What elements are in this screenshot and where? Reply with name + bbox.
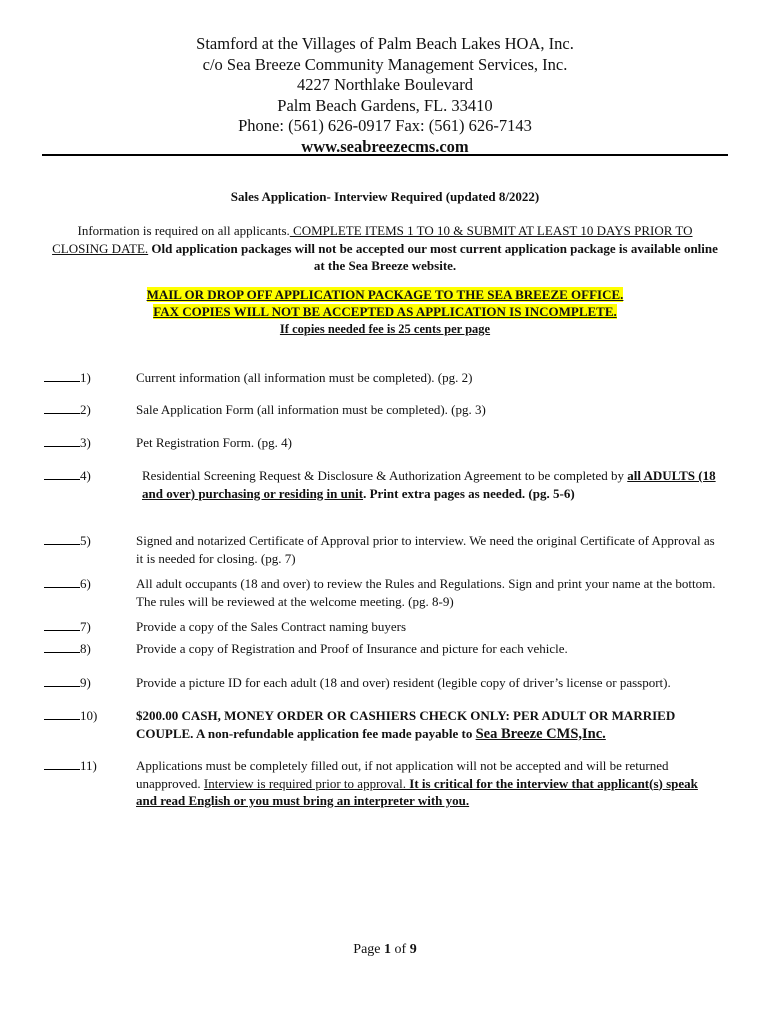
checkbox-line[interactable] (44, 674, 80, 687)
checkbox-line[interactable] (44, 532, 80, 545)
item-number: 11) (80, 758, 97, 773)
checkbox-line[interactable] (44, 434, 80, 447)
item-text (136, 707, 716, 743)
item-number: 1) (80, 370, 91, 385)
item-number: 9) (80, 675, 91, 690)
item-number: 2) (80, 402, 91, 417)
item-number: 4) (80, 468, 91, 483)
item-text: Sale Application Form (all information must be completed). (pg. 3) (136, 402, 486, 417)
item-number: 10) (80, 708, 98, 723)
item-text: Current information (all information must be completed). (pg. 2) (136, 370, 473, 385)
page-footer (0, 942, 770, 958)
checkbox-line[interactable] (44, 369, 80, 382)
checkbox-line[interactable] (44, 467, 80, 480)
item-text: Provide a picture ID for each adult (18 and over) resident (legible copy of driver’s license or passport). (136, 675, 671, 690)
item-text-part: Residential Screening Request & Disclosure & Authorization Agreement to be completed by (142, 468, 628, 483)
item-text-emphasis: all ADULTS (18 and over) purchasing or residing in unit (142, 468, 716, 501)
document-title: Sales Application- Interview Required (updated 8/2022) (230, 189, 540, 204)
intro-bold: Old application packages will not be accepted our most current application package is available online at the Sea Breeze website. (148, 240, 718, 273)
phone-fax: Phone: (561) 626-0917 Fax: (561) 626-7143 (238, 116, 532, 135)
city-state-zip: Palm Beach Gardens, FL. 33410 (277, 95, 493, 115)
item-number: 3) (80, 435, 91, 450)
current-page: 1 (384, 942, 392, 957)
item-text (142, 467, 722, 502)
checkbox-line[interactable] (44, 707, 80, 720)
letterhead (0, 34, 770, 157)
total-pages: 9 (409, 942, 417, 957)
item-text-bold: . Print extra pages as needed. (pg. 5-6) (363, 485, 575, 501)
item-text: Provide a copy of the Sales Contract naming buyers (136, 619, 407, 634)
interview-requirement: Interview is required prior to approval. (203, 775, 407, 791)
item-text: Provide a copy of Registration and Proof of Insurance and picture for each vehicle. (136, 641, 568, 656)
copy-fee-note: If copies needed fee is 25 cents per page (279, 322, 491, 336)
intro-text: Information is required on all applicants. (77, 223, 290, 238)
item-number: 6) (80, 576, 91, 591)
item-text: Pet Registration Form. (pg. 4) (136, 435, 292, 450)
street-address: 4227 Northlake Boulevard (297, 75, 473, 94)
item-text (136, 757, 716, 810)
management-company: c/o Sea Breeze Community Management Services, Inc. (202, 54, 568, 74)
item-text: Signed and notarized Certificate of Approval prior to interview. We need the original Certificate of Approval as it is needed for closing. (pg. 7) (136, 533, 715, 566)
item-number: 5) (80, 533, 91, 548)
page-label: Page (353, 942, 385, 957)
mail-notice-line2: FAX COPIES WILL NOT BE ACCEPTED AS APPLICATION IS INCOMPLETE. (153, 304, 617, 319)
mail-notice (0, 286, 770, 338)
item-number: 7) (80, 619, 91, 634)
checkbox-line[interactable] (44, 618, 80, 631)
payee-name: Sea Breeze CMS,Inc. (475, 725, 606, 742)
language-requirement: It is critical for the interview that applicant(s) speak and read English or you must bring an interpreter with you. (136, 775, 698, 808)
item-text: All adult occupants (18 and over) to review the Rules and Regulations. Sign and print your name at the bottom. The rules will be reviewed at the welcome meeting. (pg. 8-9) (136, 576, 716, 609)
item-text-part: Applications must be completely filled out, if not application will not be accepted and will be returned unapproved. (136, 758, 669, 791)
checkbox-line[interactable] (44, 401, 80, 414)
header-divider (42, 154, 728, 156)
checkbox-line[interactable] (44, 640, 80, 653)
hoa-name: Stamford at the Villages of Palm Beach Lakes HOA, Inc. (196, 34, 574, 53)
page-of-label: of (391, 942, 410, 957)
intro-paragraph (48, 222, 722, 275)
checkbox-line[interactable] (44, 575, 80, 588)
checkbox-line[interactable] (44, 757, 80, 770)
intro-underlined: COMPLETE ITEMS 1 TO 10 & SUBMIT AT LEAST 10 DAYS PRIOR TO CLOSING DATE. (52, 223, 693, 256)
website-link[interactable]: www.seabreezecms.com (301, 136, 469, 156)
item-number: 8) (80, 641, 91, 656)
item-text-bold: $200.00 CASH, MONEY ORDER OR CASHIERS CHECK ONLY: PER ADULT OR MARRIED COUPLE. A non-refundable application fee made payable to (136, 708, 676, 741)
mail-notice-line1: MAIL OR DROP OFF APPLICATION PACKAGE TO THE SEA BREEZE OFFICE. (146, 287, 624, 302)
